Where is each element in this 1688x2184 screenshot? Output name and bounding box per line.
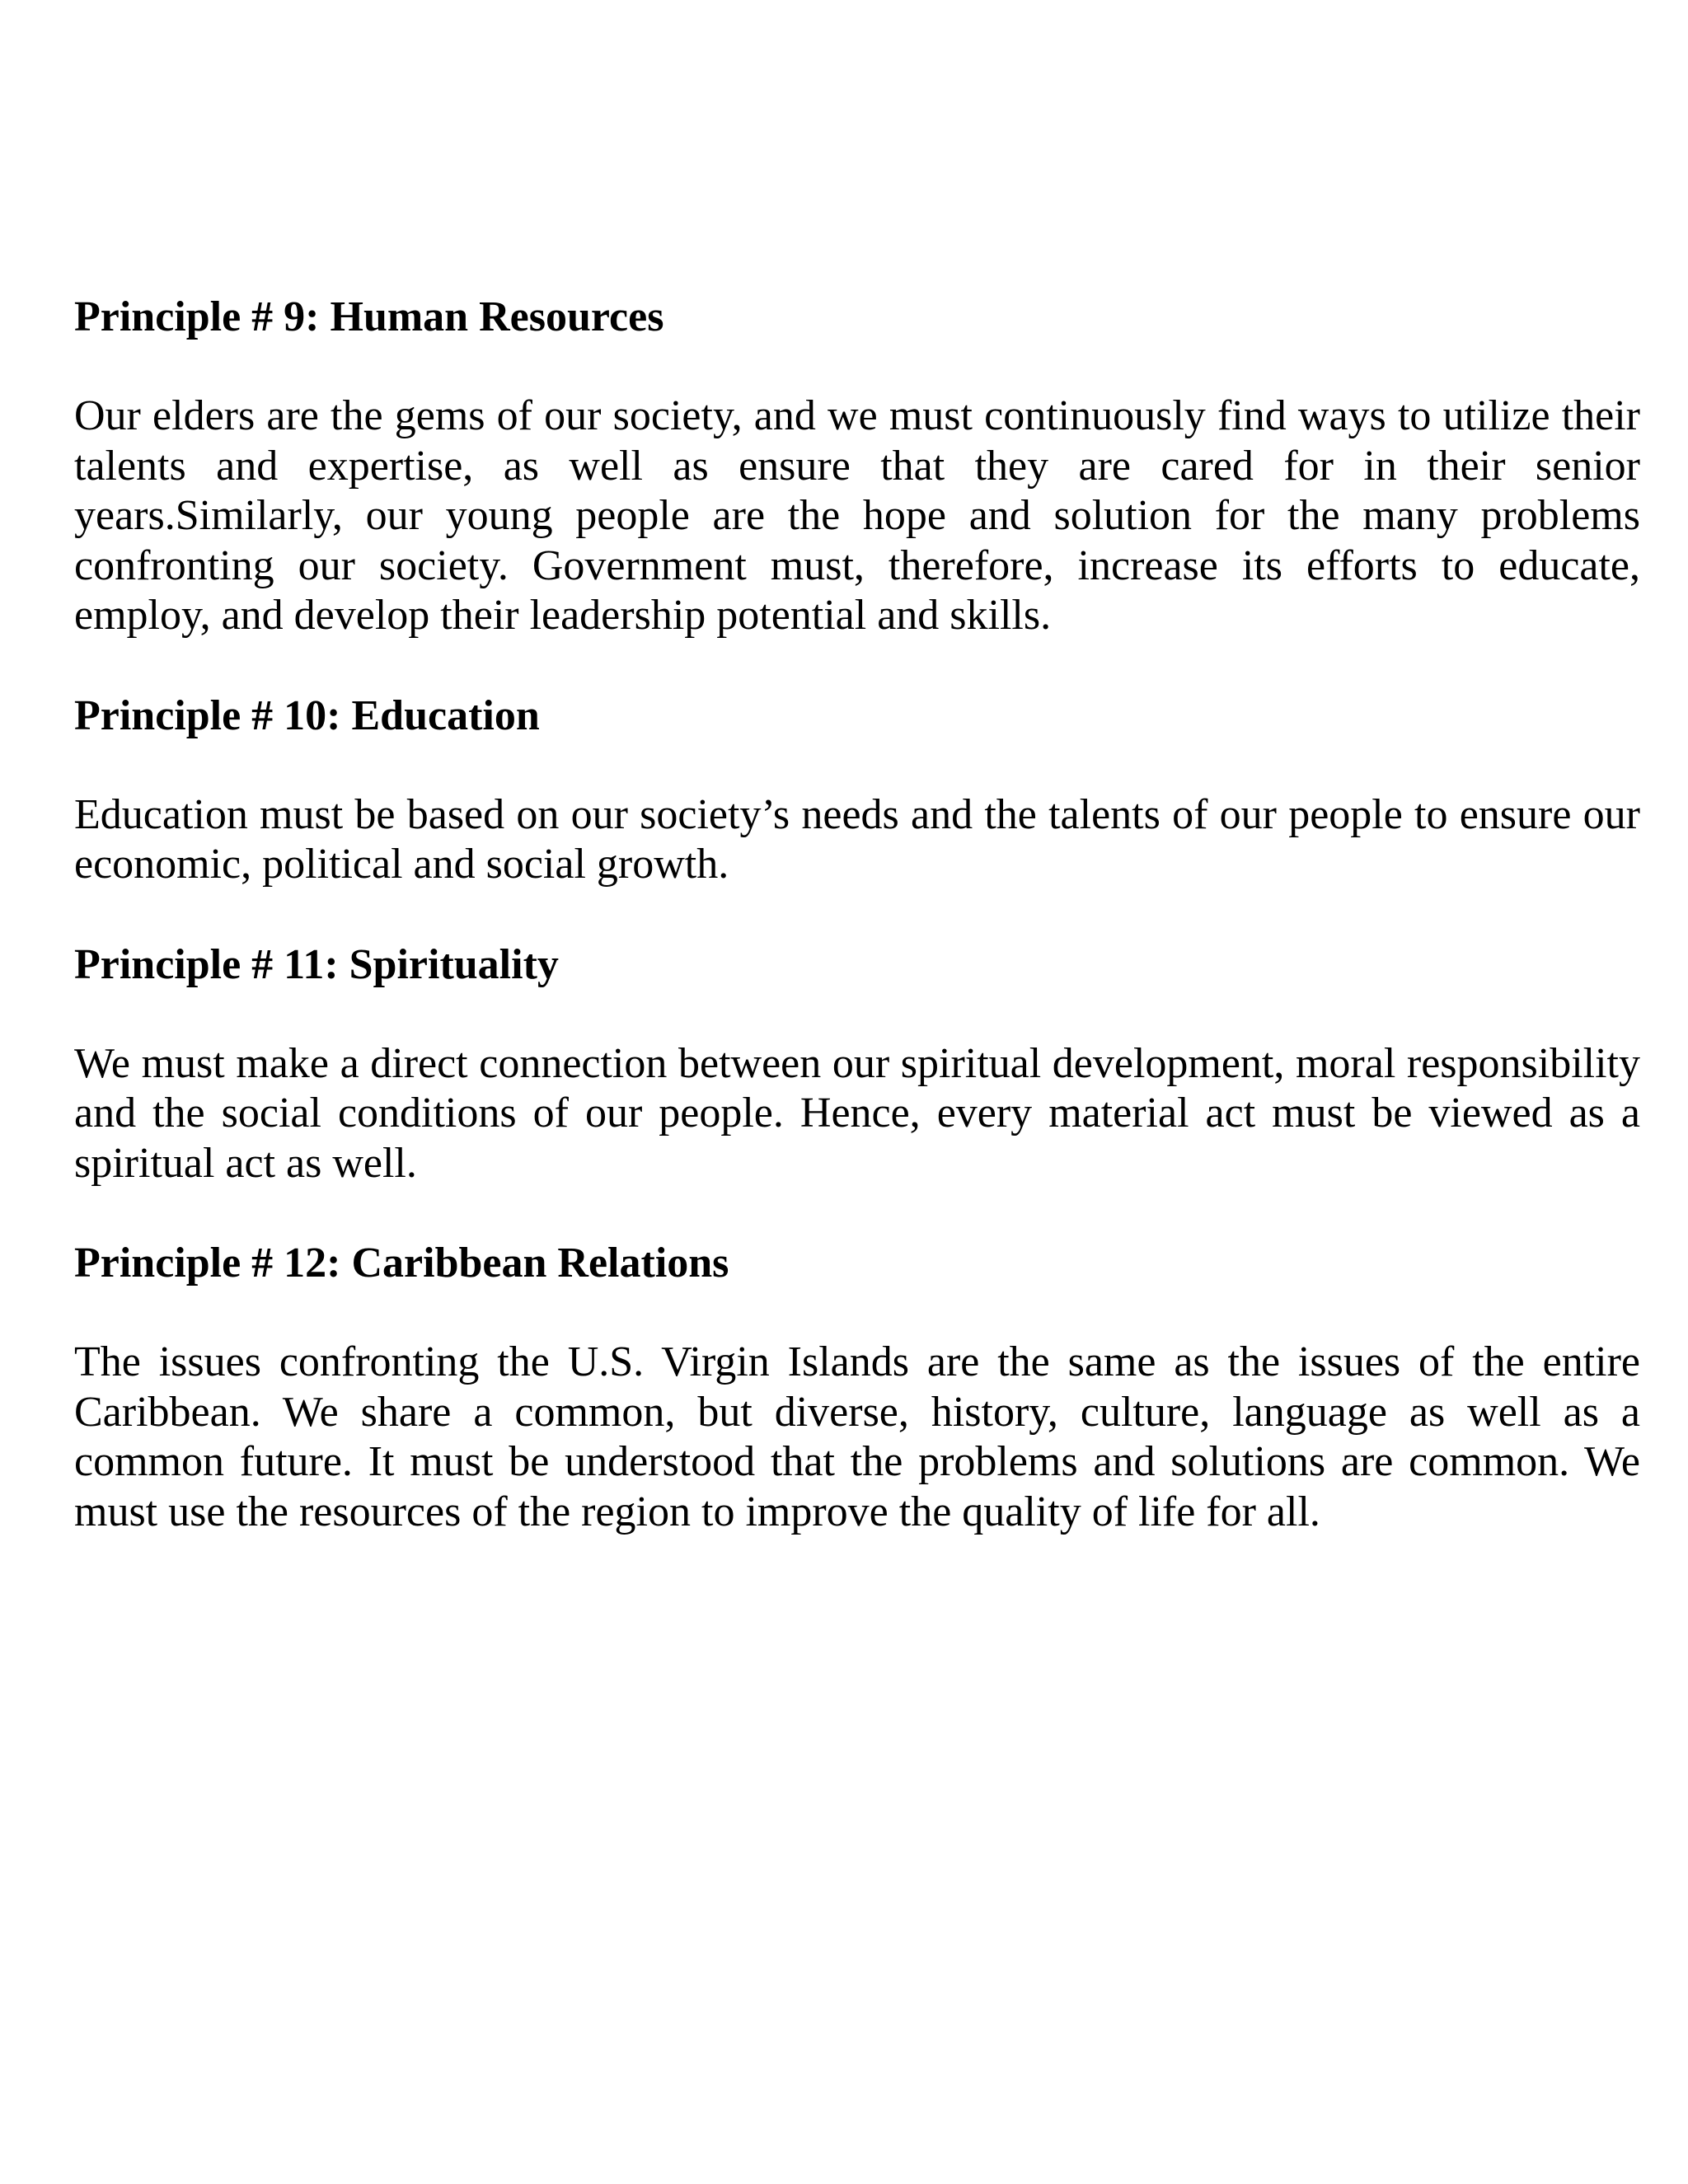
principle-12-heading: Principle # 12: Caribbean Relations — [74, 1240, 729, 1286]
principle-9-body: Our elders are the gems of our society, and we must continuously find ways to utilize their talents and expertise, as well as ensure that they are cared for in their senior years.Similarly, our young people are the hope and solution for the many problems confronting our society. Government must, therefore, increase its efforts to educate, employ, and develop their leadership potential and skills. — [74, 392, 1640, 639]
principle-10-heading: Principle # 10: Education — [74, 691, 540, 739]
principle-10-body: Education must be based on our society’s needs and the talents of our people to ensure our economic, political and social growth. — [74, 790, 1640, 888]
principle-11-section — [74, 940, 1640, 1189]
principle-9-section — [74, 293, 1640, 641]
principle-9-heading: Principle # 9: Human Resources — [74, 293, 664, 340]
principle-12-section — [74, 1239, 1640, 1537]
document-content — [74, 293, 1640, 1587]
principle-12-body: The issues confronting the U.S. Virgin Islands are the same as the issues of the entire Caribbean. We share a common, but diverse, history, culture, language as well as a common future. It must be understood that the problems and solutions are common. We must use the resources of the region to improve the quality of life for all. — [74, 1338, 1640, 1535]
principle-11-heading: Principle # 11: Spirituality — [74, 940, 559, 988]
principle-10-section — [74, 691, 1640, 890]
principle-11-body: We must make a direct connection between our spiritual development, moral responsibility and the social conditions of our people. Hence, every material act must be viewed as a spiritual act as well. — [74, 1039, 1640, 1187]
